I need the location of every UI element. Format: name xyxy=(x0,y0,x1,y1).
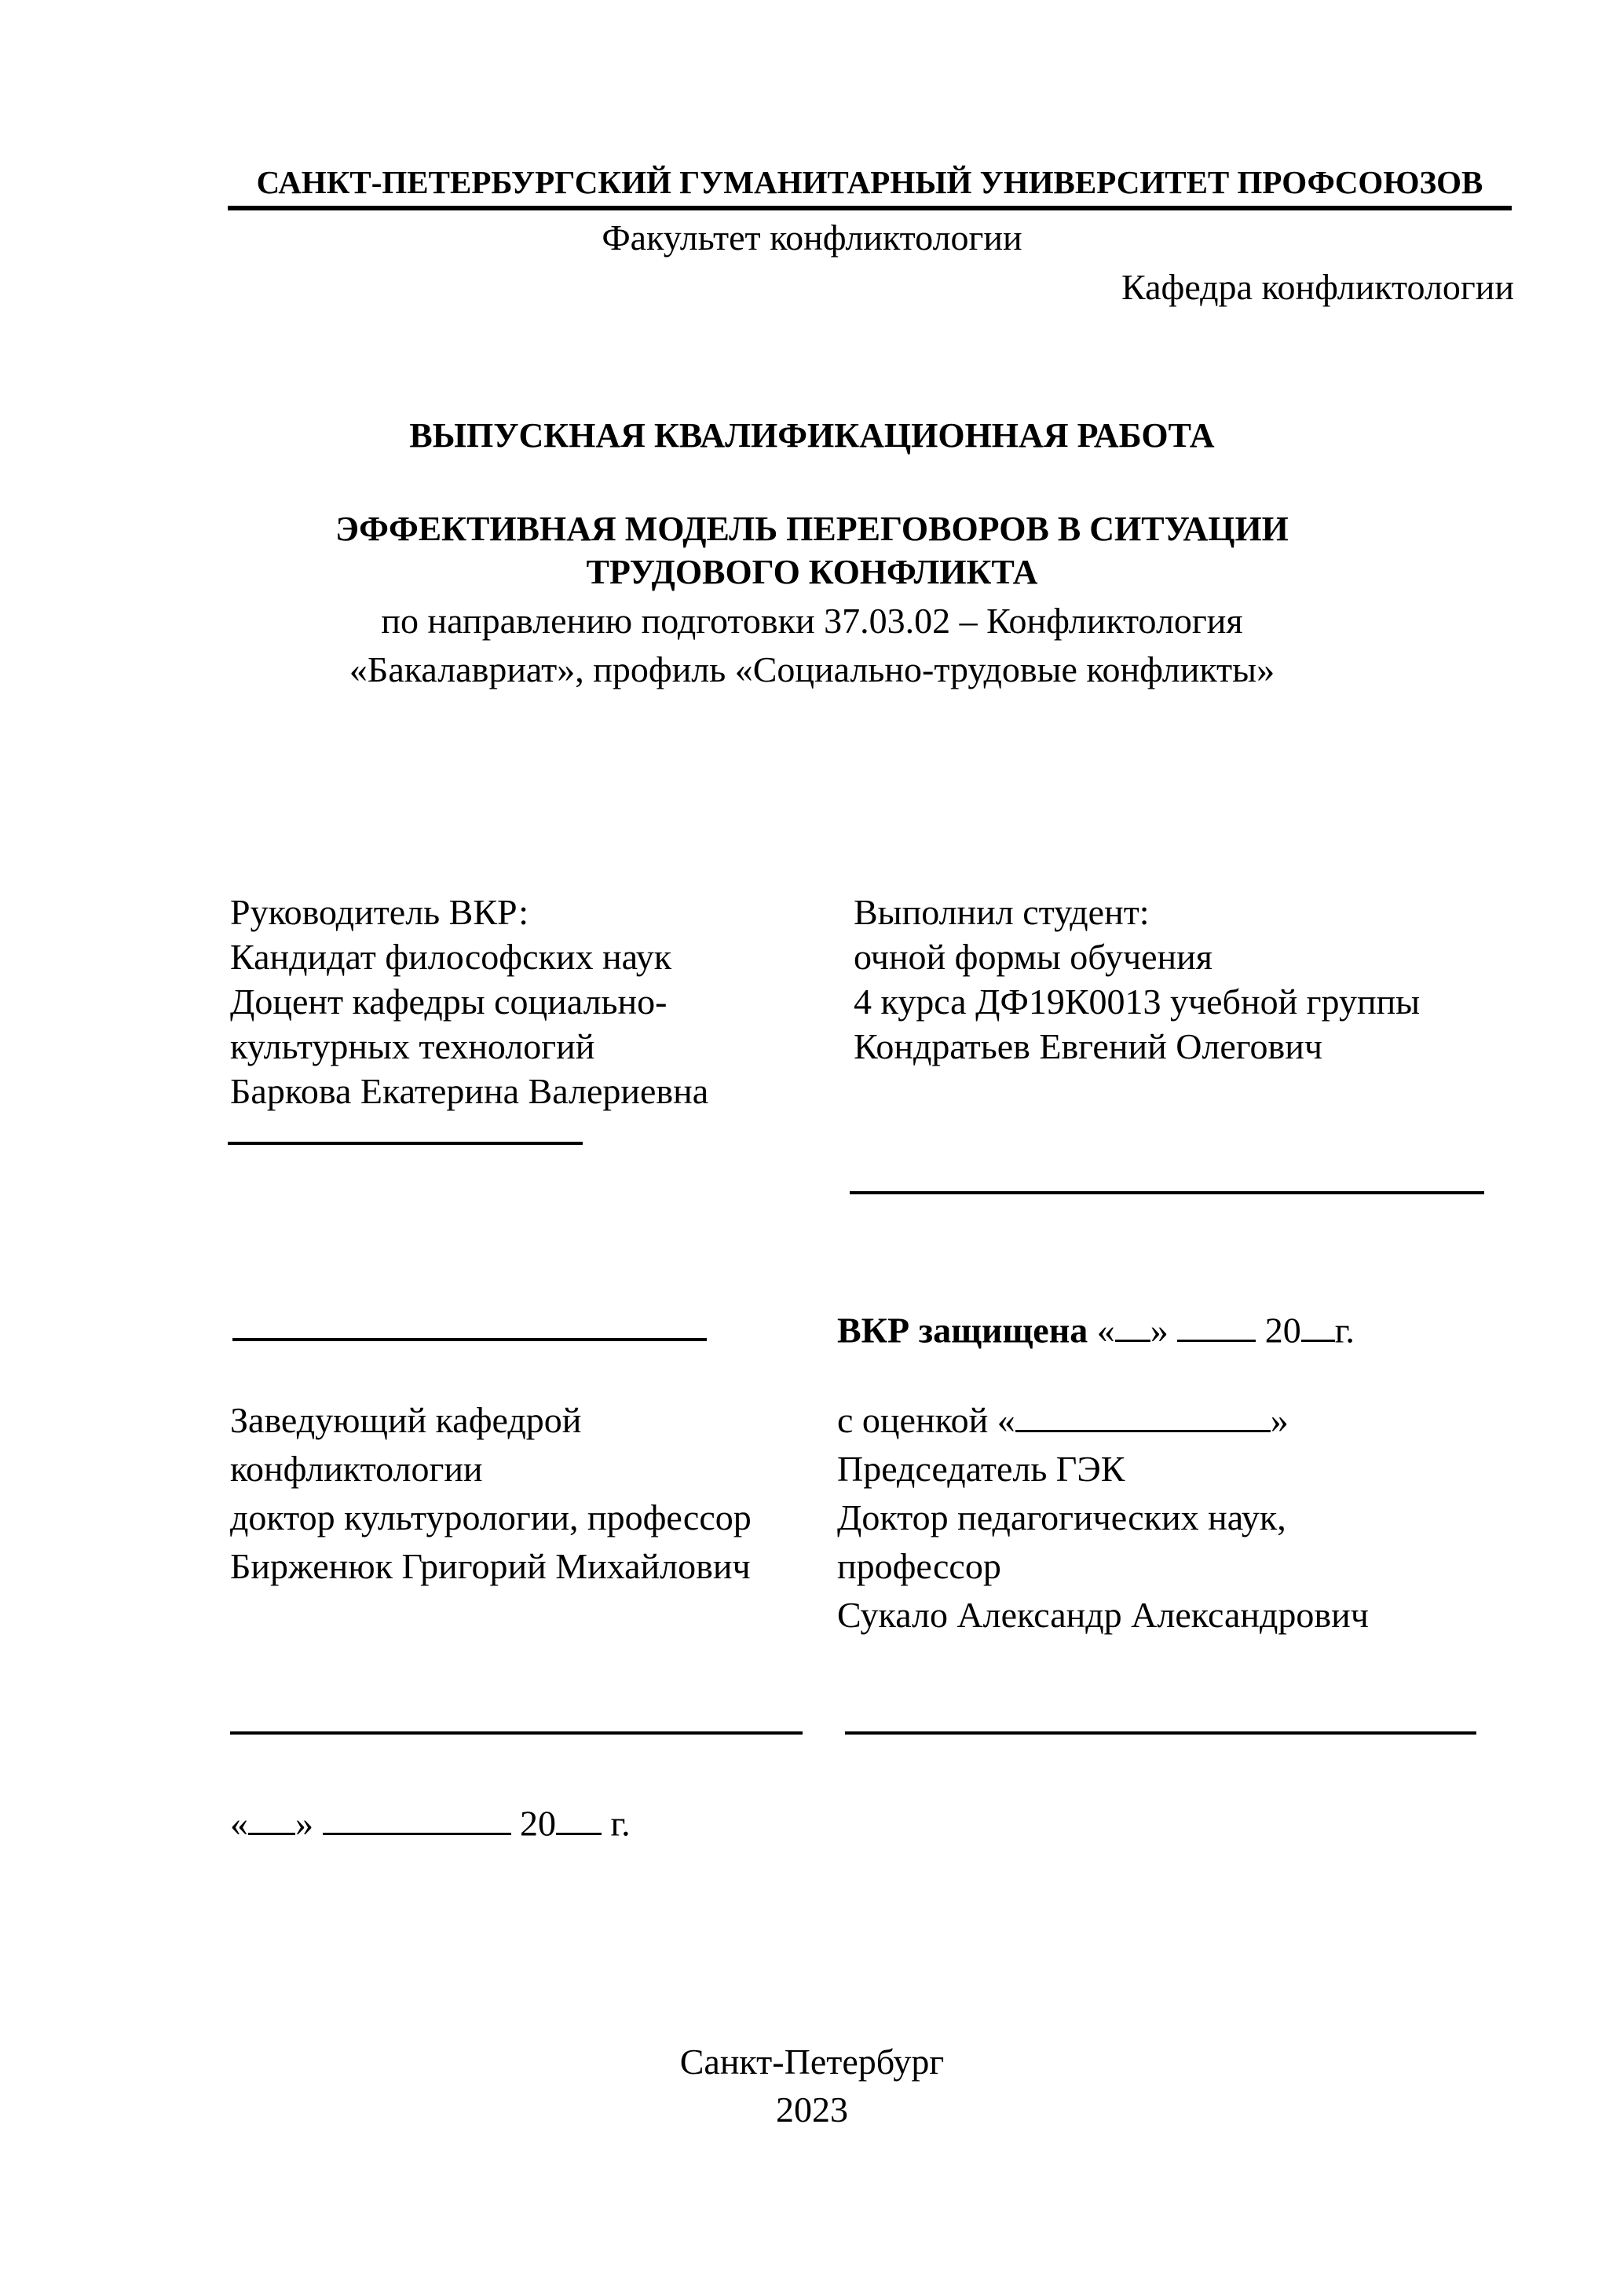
defense-open-quote: « xyxy=(1096,1310,1115,1351)
defense-close-quote: » xyxy=(1150,1310,1169,1351)
thesis-topic xyxy=(0,507,1624,594)
supervisor-position-2: культурных технологий xyxy=(230,1026,595,1066)
city: Санкт-Петербург xyxy=(679,2042,945,2082)
head-name: Бирженюк Григорий Михайлович xyxy=(230,1546,751,1586)
defense-year-prefix: 20 xyxy=(1264,1310,1301,1351)
faculty-name: Факультет конфликтологии xyxy=(602,218,1022,258)
bottom-date-row xyxy=(230,1801,631,1844)
student-block xyxy=(854,890,1420,1069)
student-label: Выполнил студент: xyxy=(854,892,1150,932)
gek-signature-line[interactable] xyxy=(845,1731,1476,1735)
defense-month-blank[interactable] xyxy=(1177,1307,1256,1342)
defense-year-suffix: г. xyxy=(1334,1310,1355,1351)
topic-line-2: ТРУДОВОГО КОНФЛИКТА xyxy=(586,553,1038,591)
gek-title: Председатель ГЭК xyxy=(837,1449,1125,1489)
defense-year-blank[interactable] xyxy=(1301,1307,1335,1342)
gek-name: Сукало Александр Александрович xyxy=(837,1595,1369,1635)
defense-label: ВКР защищена xyxy=(837,1310,1088,1351)
head-title-1: Заведующий кафедрой xyxy=(230,1400,582,1440)
head-of-chair-block xyxy=(230,1396,752,1591)
supervisor-signature-line[interactable] xyxy=(228,1142,583,1145)
bottom-close-quote: » xyxy=(295,1803,313,1844)
bottom-month-blank[interactable] xyxy=(323,1801,511,1835)
head-degree: доктор культурологии, профессор xyxy=(230,1497,752,1537)
bottom-day-blank[interactable] xyxy=(248,1801,295,1835)
head-title-2: конфликтологии xyxy=(230,1449,483,1489)
work-type-heading: ВЫПУСКНАЯ КВАЛИФИКАЦИОННАЯ РАБОТА xyxy=(409,416,1215,455)
supervisor-label: Руководитель ВКР: xyxy=(230,892,529,932)
grade-label: с оценкой « xyxy=(837,1400,1015,1440)
study-direction: по направлению подготовки 37.03.02 – Конфликтология xyxy=(381,601,1243,641)
topic-line-1: ЭФФЕКТИВНАЯ МОДЕЛЬ ПЕРЕГОВОРОВ В СИТУАЦИИ xyxy=(335,510,1289,548)
left-signature-line[interactable] xyxy=(232,1338,707,1341)
defense-day-blank[interactable] xyxy=(1115,1307,1150,1342)
bottom-year-prefix: 20 xyxy=(520,1803,556,1844)
year: 2023 xyxy=(776,2089,848,2130)
bottom-year-blank[interactable] xyxy=(556,1801,602,1835)
student-name: Кондратьев Евгений Олегович xyxy=(854,1026,1322,1066)
bottom-open-quote: « xyxy=(230,1803,248,1844)
bottom-year-suffix: г. xyxy=(610,1803,631,1844)
supervisor-block xyxy=(230,890,708,1113)
gek-block xyxy=(837,1396,1369,1640)
head-signature-line[interactable] xyxy=(230,1731,803,1735)
student-signature-line[interactable] xyxy=(850,1191,1484,1194)
study-profile: «Бакалавриат», профиль «Социально-трудовые конфликты» xyxy=(349,649,1275,689)
defense-date-row xyxy=(837,1307,1355,1351)
grade-row xyxy=(837,1396,1369,1445)
gek-degree-2: профессор xyxy=(837,1546,1001,1586)
grade-close-quote: » xyxy=(1270,1400,1289,1440)
student-group: 4 курса ДФ19К0013 учебной группы xyxy=(854,982,1421,1022)
supervisor-name: Баркова Екатерина Валериевна xyxy=(230,1071,709,1111)
gek-degree-1: Доктор педагогических наук, xyxy=(837,1497,1286,1537)
supervisor-position-1: Доцент кафедры социально- xyxy=(230,982,668,1022)
university-name: САНКТ-ПЕТЕРБУРГСКИЙ ГУМАНИТАРНЫЙ УНИВЕРСИТЕТ ПРОФСОЮЗОВ xyxy=(256,164,1483,200)
chair-name: Кафедра конфликтологии xyxy=(1121,267,1514,307)
header-divider xyxy=(228,206,1512,210)
student-study-form: очной формы обучения xyxy=(854,937,1213,977)
grade-blank[interactable] xyxy=(1015,1398,1271,1432)
supervisor-degree: Кандидат философских наук xyxy=(230,937,672,977)
